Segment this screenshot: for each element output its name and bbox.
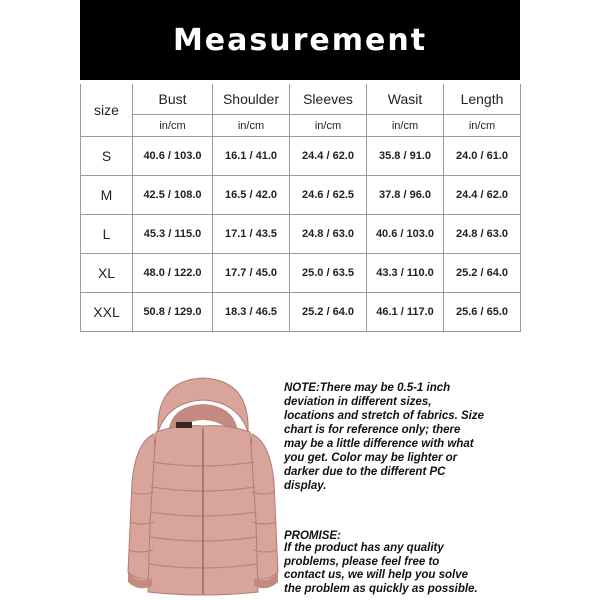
size-label: M — [81, 176, 133, 215]
unit-label: in/cm — [367, 115, 444, 137]
table-cell: 24.0 / 61.0 — [444, 137, 521, 176]
jacket-image — [118, 372, 288, 598]
size-label: L — [81, 215, 133, 254]
table-cell: 24.8 / 63.0 — [444, 215, 521, 254]
size-label: S — [81, 137, 133, 176]
table-cell: 25.6 / 65.0 — [444, 293, 521, 332]
column-header-waist: Wasit — [367, 84, 444, 115]
promise-title: PROMISE: — [284, 530, 341, 542]
size-column-header: size — [81, 84, 133, 137]
column-header-shoulder: Shoulder — [213, 84, 290, 115]
table-cell: 37.8 / 96.0 — [367, 176, 444, 215]
table-cell: 24.6 / 62.5 — [290, 176, 367, 215]
table-cell: 46.1 / 117.0 — [367, 293, 444, 332]
table-cell: 24.4 / 62.0 — [444, 176, 521, 215]
promise-text: If the product has any quality problems, please feel free to contact us, we will help you solve the problem as quickly as possible. — [284, 542, 478, 595]
table-cell: 40.6 / 103.0 — [367, 215, 444, 254]
table-row — [81, 215, 521, 254]
table-cell: 45.3 / 115.0 — [133, 215, 213, 254]
table-cell: 16.1 / 41.0 — [213, 137, 290, 176]
table-row — [81, 176, 521, 215]
table-cell: 43.3 / 110.0 — [367, 254, 444, 293]
size-chart-table — [80, 84, 521, 332]
title-banner — [80, 0, 520, 80]
table-cell: 48.0 / 122.0 — [133, 254, 213, 293]
table-row — [81, 254, 521, 293]
table-row — [81, 137, 521, 176]
table-cell: 16.5 / 42.0 — [213, 176, 290, 215]
table-cell: 17.7 / 45.0 — [213, 254, 290, 293]
table-cell: 24.8 / 63.0 — [290, 215, 367, 254]
jacket-tag — [176, 422, 192, 428]
table-cell: 40.6 / 103.0 — [133, 137, 213, 176]
table-cell: 25.2 / 64.0 — [444, 254, 521, 293]
table-row — [81, 293, 521, 332]
unit-label: in/cm — [290, 115, 367, 137]
unit-label: in/cm — [444, 115, 521, 137]
table-unit-row — [81, 115, 521, 137]
table-cell: 35.8 / 91.0 — [367, 137, 444, 176]
size-note: NOTE:There may be 0.5-1 inch deviation in different sizes, locations and stretch of fabrics. Size chart is for reference only; there may be a little difference with what you get. Color may be lighter or darker due to the different PC display. — [284, 382, 485, 492]
table-cell: 42.5 / 108.0 — [133, 176, 213, 215]
table-cell: 25.0 / 63.5 — [290, 254, 367, 293]
table-cell: 50.8 / 129.0 — [133, 293, 213, 332]
unit-label: in/cm — [213, 115, 290, 137]
table-cell: 24.4 / 62.0 — [290, 137, 367, 176]
size-label: XXL — [81, 293, 133, 332]
size-label: XL — [81, 254, 133, 293]
table-cell: 25.2 / 64.0 — [290, 293, 367, 332]
table-cell: 17.1 / 43.5 — [213, 215, 290, 254]
column-header-sleeves: Sleeves — [290, 84, 367, 115]
unit-label: in/cm — [133, 115, 213, 137]
column-header-bust: Bust — [133, 84, 213, 115]
column-header-length: Length — [444, 84, 521, 115]
table-header-row — [81, 84, 521, 115]
table-cell: 18.3 / 46.5 — [213, 293, 290, 332]
page-title: Measurement — [172, 22, 428, 58]
